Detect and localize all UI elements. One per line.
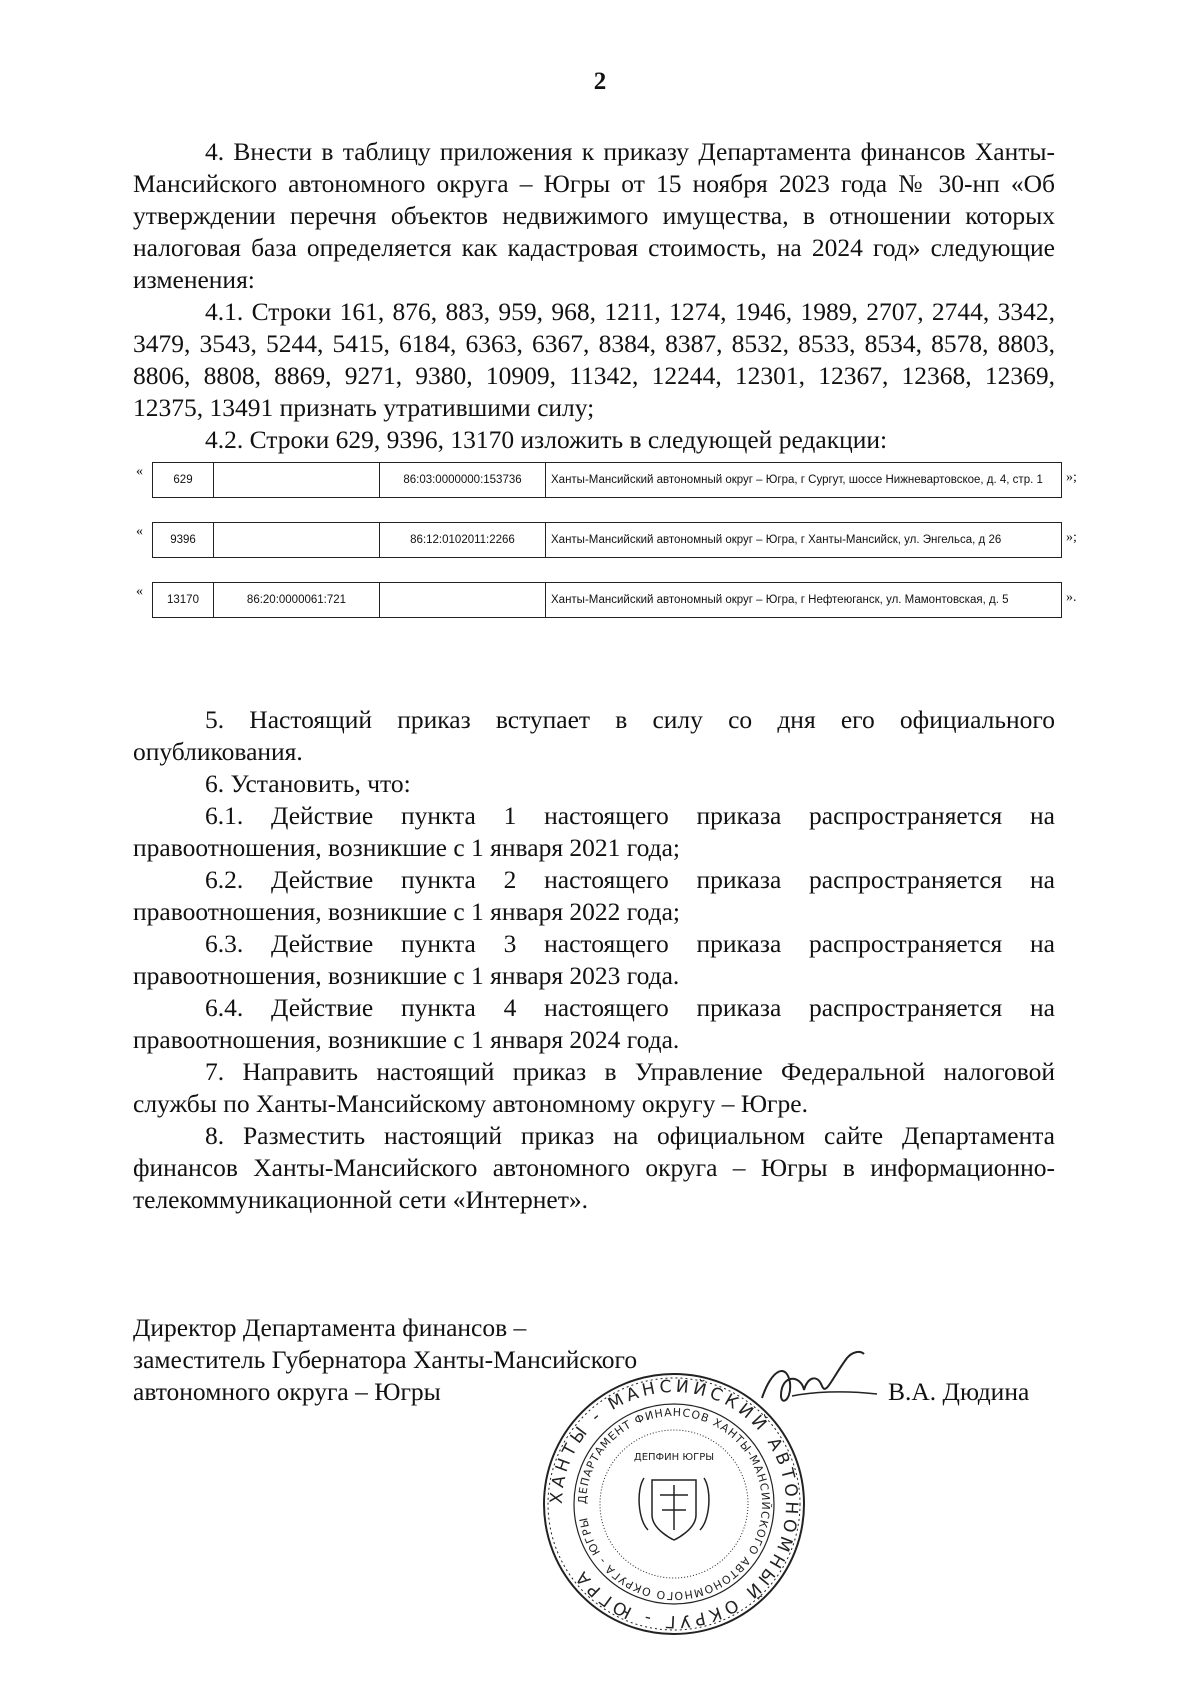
row-table: [152, 462, 1062, 498]
close-quote: ».: [1066, 590, 1077, 605]
signatory-title-line3: автономного округа – Югры: [133, 1377, 441, 1406]
row-table: [152, 582, 1062, 618]
row-address: Ханты-Мансийский автономный округ – Югра, г Сургут, шоссе Нижневартовское, д. 4, стр. 1: [546, 463, 1062, 498]
signatory-title-line2: заместитель Губернатора Ханты-Мансийского: [133, 1345, 638, 1374]
seal-outer-text: ХАНТЫ - МАНСИЙСКИЙ АВТОНОМНЫЙ ОКРУГ - ЮГРА: [546, 1376, 802, 1632]
row-address: Ханты-Мансийский автономный округ – Югра, г Нефтеюганск, ул. Мамонтовская, д. 5: [546, 583, 1062, 618]
row-cadastral-premises: [380, 583, 546, 618]
seal-inner-text: ДЕПАРТАМЕНТ ФИНАНСОВ ХАНТЫ-МАНСИЙСКОГО АВТОНОМНОГО ОКРУГА - ЮГРЫ: [575, 1405, 773, 1603]
close-quote: »;: [1066, 530, 1077, 545]
paragraph-6: 6. Установить, что:: [205, 769, 411, 798]
signatory-name: В.А. Дюдина: [888, 1377, 1030, 1406]
paragraph-4-2: 4.2. Строки 629, 9396, 13170 изложить в следующей редакции:: [205, 425, 888, 454]
paragraph-8: 8. Разместить настоящий приказ на официальном сайте Департамента финансов Ханты-Мансийского автономного округа – Югры в информационно-телекоммуникационной сети «Интернет».: [133, 1121, 1055, 1214]
row-cadastral-premises: 86:03:0000000:153736: [380, 463, 546, 498]
row-cadastral-building: 86:20:0000061:721: [214, 583, 380, 618]
paragraph-5: 5. Настоящий приказ вступает в силу со дня его официального опубликования.: [133, 705, 1055, 766]
open-quote: «: [136, 584, 143, 599]
amended-row: [136, 462, 1096, 502]
paragraph-6-3: 6.3. Действие пункта 3 настоящего приказа распространяется на правоотношения, возникшие с 1 января 2023 года.: [133, 929, 1055, 990]
seal-center-text: ДЕПФИН ЮГРЫ: [633, 1452, 715, 1463]
section-4: [133, 136, 1055, 456]
row-table: [152, 522, 1062, 558]
amended-row: [136, 582, 1096, 622]
paragraph-6-2: 6.2. Действие пункта 2 настоящего приказа распространяется на правоотношения, возникшие с 1 января 2022 года;: [133, 865, 1055, 926]
row-address: Ханты-Мансийский автономный округ – Югра, г Ханты-Мансийск, ул. Энгельса, д 26: [546, 523, 1062, 558]
paragraph-6-1: 6.1. Действие пункта 1 настоящего приказа распространяется на правоотношения, возникшие с 1 января 2021 года;: [133, 801, 1055, 862]
row-number: 13170: [153, 583, 214, 618]
row-number: 9396: [153, 523, 214, 558]
sections-5-8: [133, 704, 1055, 1216]
close-quote: »;: [1066, 470, 1077, 485]
signatory-title-line1: Директор Департамента финансов –: [133, 1313, 527, 1342]
coat-of-arms-icon: [639, 1478, 709, 1540]
paragraph-4: 4. Внести в таблицу приложения к приказу Департамента финансов Ханты-Мансийского автономного округа – Югры от 15 ноября 2023 года № 30-нп «Об утверждении перечня объектов недвижимого имущества, в отношении которых налоговая база определяется как кадастровая стоимость, на 2024 год» следующие изменения:: [133, 137, 1055, 294]
open-quote: «: [136, 524, 143, 539]
official-seal: [540, 1370, 808, 1638]
page-number: 2: [593, 68, 607, 95]
open-quote: «: [136, 464, 143, 479]
amended-row: [136, 522, 1096, 562]
row-number: 629: [153, 463, 214, 498]
paragraph-6-4: 6.4. Действие пункта 4 настоящего приказа распространяется на правоотношения, возникшие с 1 января 2024 года.: [133, 993, 1055, 1054]
row-cadastral-premises: 86:12:0102011:2266: [380, 523, 546, 558]
paragraph-4-1: 4.1. Строки 161, 876, 883, 959, 968, 1211, 1274, 1946, 1989, 2707, 2744, 3342, 3479, 3543, 5244, 5415, 6184, 6363, 6367, 8384, 8387, 8532, 8533, 8534, 8578, 8803, 8806, 8808, 8869, 9271, 9380, 10909, 11342, 12244, 12301, 12367, 12368, 12369, 12375, 13491 признать утратившими силу;: [133, 297, 1055, 422]
row-cadastral-building: [214, 463, 380, 498]
paragraph-7: 7. Направить настоящий приказ в Управление Федеральной налоговой службы по Ханты-Мансийскому автономному округу – Югре.: [133, 1057, 1055, 1118]
row-cadastral-building: [214, 523, 380, 558]
